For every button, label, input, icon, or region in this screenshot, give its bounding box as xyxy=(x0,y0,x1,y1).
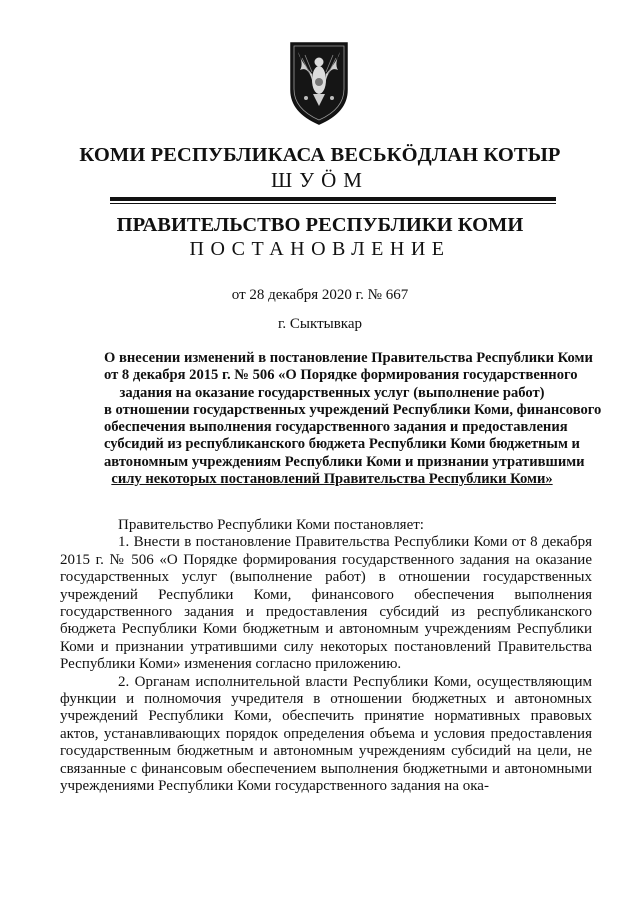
header-rule-thin xyxy=(110,203,556,204)
paragraph-1: 1. Внести в постановление Правительства Республики Коми от 8 декабря 2015 г. № 506 «О Порядке формирования государственного задания на оказание государственных услуг (выполнение работ) в отношении государственных учреждений Республики Коми, финансового обеспечения выполнения государственного задания и предоставления субсидий из республиканского бюджета Республики Коми бюджетным и автономным учреждениям Республики Коми и признании утратившими силу некоторых постановлений Правительства Республики Коми» изменения согласно приложению. xyxy=(60,534,592,673)
coat-of-arms xyxy=(288,40,350,126)
heading-line: автономным учреждениям Республики Коми и признании утратившими xyxy=(104,453,585,470)
government-title: ПРАВИТЕЛЬСТВО РЕСПУБЛИКИ КОМИ xyxy=(116,214,524,236)
heading-line: задания на оказание государственных услуг (выполнение работ) xyxy=(119,384,545,401)
document-place: г. Сыктывкар xyxy=(277,316,363,332)
document-date-number: от 28 декабря 2020 г. № 667 xyxy=(231,287,409,303)
document-body xyxy=(60,517,592,796)
heading-line: силу некоторых постановлений Правительства Республики Коми» xyxy=(111,471,553,488)
komi-subtitle: ШУÖМ xyxy=(271,168,369,192)
intro-paragraph: Правительство Республики Коми постановляет: xyxy=(118,517,424,533)
document-type: ПОСТАНОВЛЕНИЕ xyxy=(189,238,451,260)
heading-line: обеспечения выполнения государственного задания и предоставления xyxy=(104,419,568,436)
heading-line: в отношении государственных учреждений Республики Коми, финансового xyxy=(104,401,602,418)
heading-line: О внесении изменений в постановление Правительства Республики Коми xyxy=(104,350,593,366)
heading-line: субсидий из республиканского бюджета Республики Коми бюджетным и xyxy=(104,436,580,453)
paragraph-2: 2. Органам исполнительной власти Республики Коми, осуществляющим функции и полномочия учредителя в отношении бюджетных и автономных учреждений Республики Коми, обеспечить принятие нормативных правовых актов, устанавливающих порядок определения объема и условия предоставления государственным бюджетным и автономным учреждениям субсидий на цели, не связанные с финансовым обеспечением выполнения бюджетными и автономными учреждениями Республики Коми государственного задания на ока- xyxy=(60,673,592,795)
heading-line: от 8 декабря 2015 г. № 506 «О Порядке формирования государственного xyxy=(104,367,578,384)
komi-coat-of-arms-icon xyxy=(288,40,350,126)
header-rule-thick xyxy=(110,197,556,201)
komi-title: КОМИ РЕСПУБЛИКАСА ВЕСЬКÖДЛАН КОТЫР xyxy=(79,144,561,166)
document-heading xyxy=(104,350,602,488)
